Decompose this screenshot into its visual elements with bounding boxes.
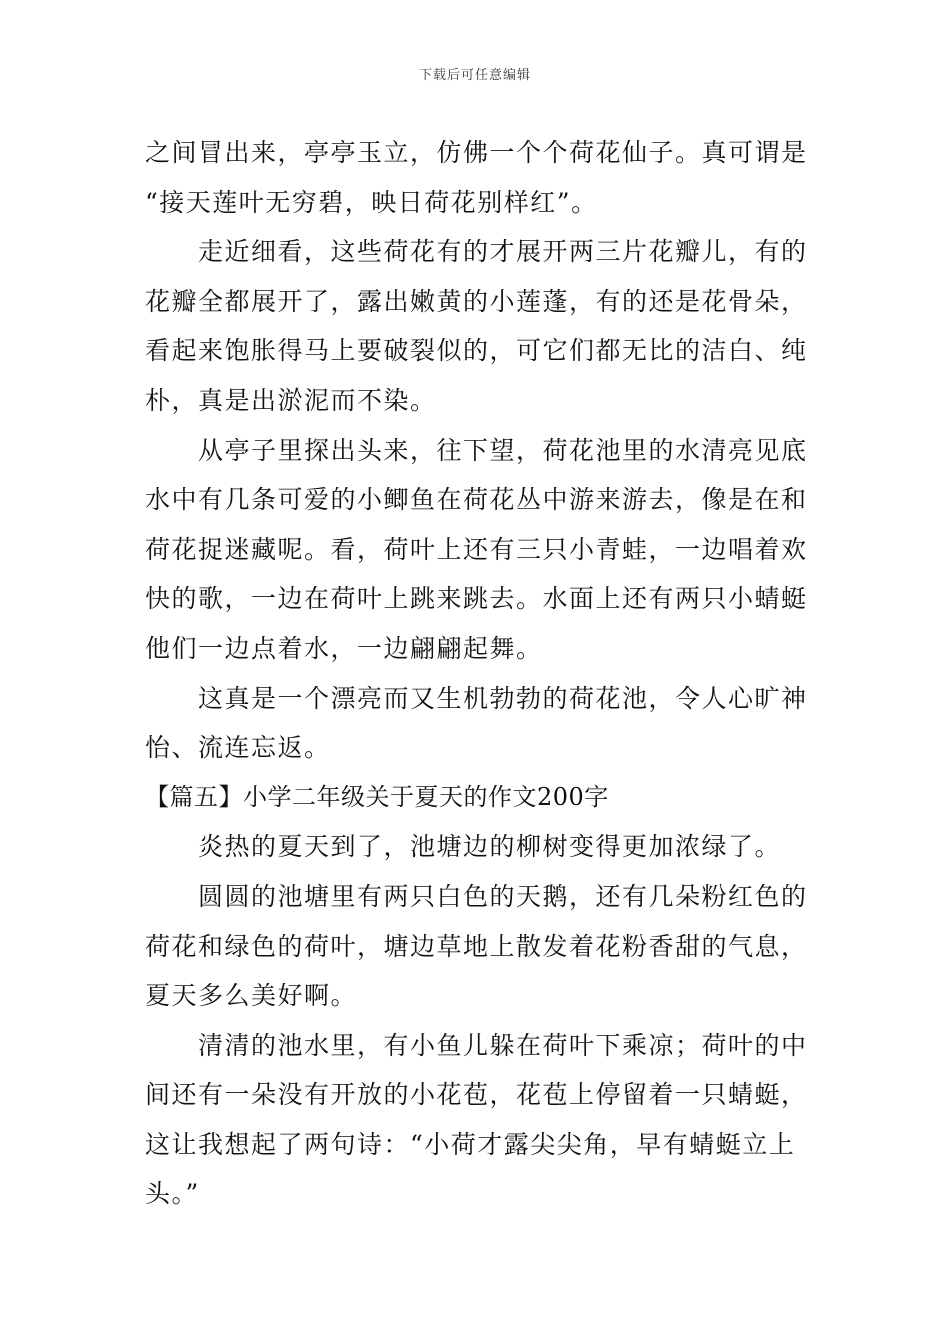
text-line: 看起来饱胀得马上要破裂似的，可它们都无比的洁白、纯 [145,336,808,366]
page-header: 下载后可任意编辑 [418,68,531,83]
text-line: 间还有一朵没有开放的小花苞，花苞上停留着一只蜻蜓， [145,1080,808,1110]
text-line: 这让我想起了两句诗：“小荷才露尖尖角，早有蜻蜓立上 [145,1129,796,1159]
document-body [145,128,810,1219]
text-line: 花瓣全都展开了，露出嫩黄的小莲蓬，有的还是花骨朵， [145,286,808,316]
text-line: 清清的池水里，有小鱼儿躲在荷叶下乘凉；荷叶的中 [198,1030,808,1060]
text-line: 怡、流连忘返。 [145,733,331,763]
text-line: 头。” [145,1179,200,1209]
text-line: 夏天多么美好啊。 [145,981,358,1011]
text-line: “接天莲叶无穷碧，映日荷花别样红”。 [145,187,598,217]
text-line: 这真是一个漂亮而又生机勃勃的荷花池，令人心旷神 [198,683,808,713]
text-line: 之间冒出来，亭亭玉立，仿佛一个个荷花仙子。真可谓是 [145,138,808,167]
text-line: 荷花和绿色的荷叶，塘边草地上散发着花粉香甜的气息， [145,931,808,961]
text-line: 圆圆的池塘里有两只白色的天鹅，还有几朵粉红色的 [198,881,808,911]
text-line: 荷花捉迷藏呢。看，荷叶上还有三只小青蛙，一边唱着欢 [145,534,808,564]
text-line: 走近细看，这些荷花有的才展开两三片花瓣儿，有的 [198,237,808,267]
section-title: 【篇五】小学二年级关于夏天的作文200字 [145,782,609,811]
text-line: 他们一边点着水，一边翩翩起舞。 [145,633,543,663]
text-line: 朴，真是出淤泥而不染。 [145,385,437,415]
text-line: 水中有几条可爱的小鲫鱼在荷花丛中游来游去，像是在和 [145,485,808,515]
text-line: 快的歌，一边在荷叶上跳来跳去。水面上还有两只小蜻蜓 [145,584,808,614]
text-line: 从亭子里探出头来，往下望，荷花池里的水清亮见底 [198,435,808,465]
text-line: 炎热的夏天到了，池塘边的柳树变得更加浓绿了。 [198,832,782,862]
